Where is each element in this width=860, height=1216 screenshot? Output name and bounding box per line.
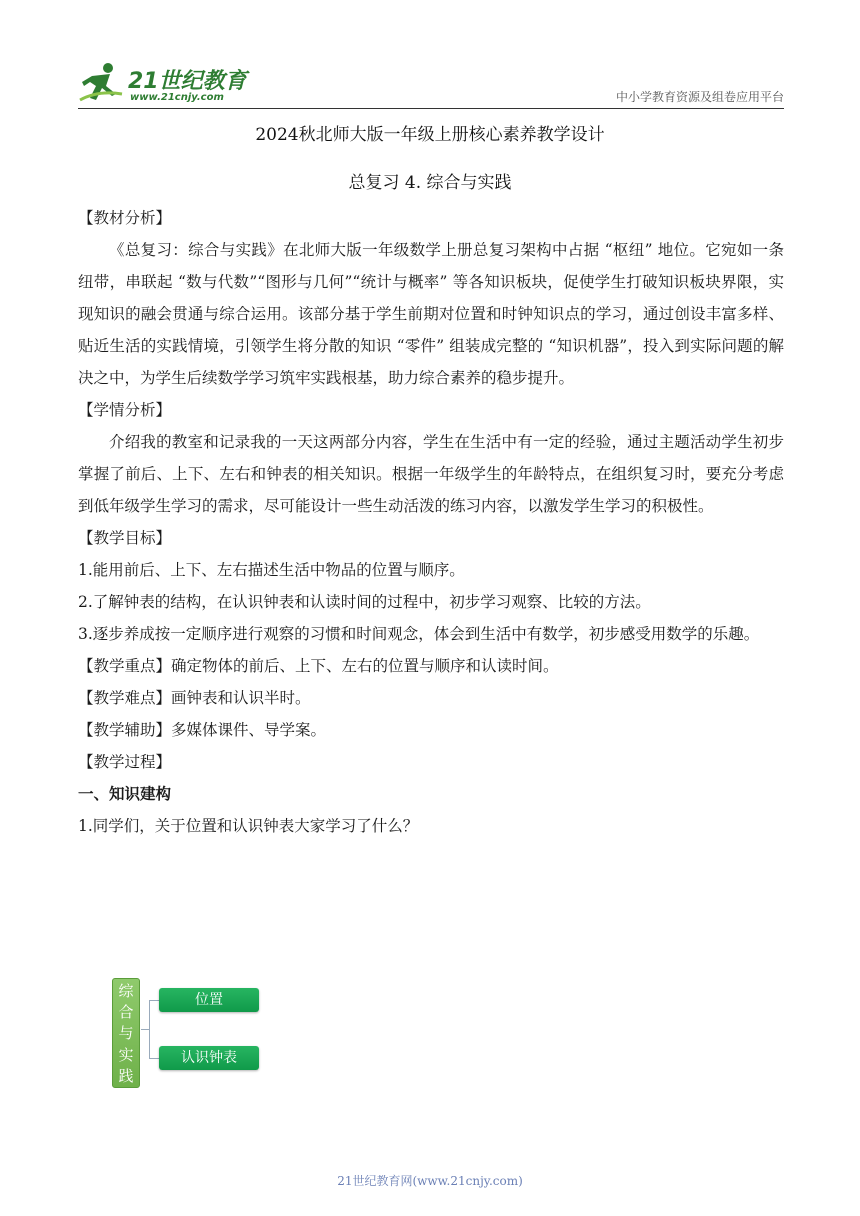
root-char: 实 [118,1045,134,1064]
teaching-goals-label: 【教学目标】 [78,529,172,547]
goal-item: 1.能用前后、上下、左右描述生活中物品的位置与顺序。 [78,561,465,579]
connector-line [149,1000,159,1001]
part1-heading: 一、知识建构 [78,784,172,803]
learner-analysis-text: 介绍我的教室和记录我的一天这两部分内容，学生在生活中有一定的经验，通过主题活动学生初步掌握了前后、上下、左右和钟表的相关知识。根据一年级学生的年龄特点，在组织复习时，要充分考虑到低年级学生学习的需求，尽可能设计一些生动活泼的练习内容，以激发学生学习的积极性。 [78,433,784,515]
root-char: 合 [118,1003,134,1022]
teaching-key-row [78,650,784,682]
teaching-aids-label: 【教学辅助】 [78,721,172,739]
runner-logo-icon [78,60,128,104]
header-tagline: 中小学教育资源及组卷应用平台 [615,90,784,104]
diagram-node-clock: 认识钟表 [159,1046,259,1070]
teaching-key-label: 【教学重点】 [78,657,172,675]
logo-text: 21世纪教育 [128,69,247,94]
document-body [78,202,784,842]
goal-item: 2.了解钟表的结构，在认识钟表和认读时间的过程中，初步学习观察、比较的方法。 [78,593,651,611]
goal-item: 3.逐步养成按一定顺序进行观察的习惯和时间观念，体会到生活中有数学，初步感受用数学的乐趣。 [78,625,760,643]
teaching-aids-row [78,714,784,746]
document-subtitle: 总复习 4. 综合与实践 [348,173,512,193]
logo-url: www.21cnjy.com [130,92,224,103]
connector-line [149,1058,159,1059]
teaching-key-text: 确定物体的前后、上下、左右的位置与顺序和认读时间。 [171,657,559,675]
logo [78,60,248,108]
root-char: 与 [118,1024,134,1043]
material-analysis-label: 【教材分析】 [78,209,172,227]
knowledge-diagram [112,978,262,1090]
page-footer: 21世纪教育网(www.21cnjy.com) [337,1174,523,1188]
question-1: 1.同学们，关于位置和认识钟表大家学习了什么？ [78,817,419,835]
root-char: 综 [118,982,134,1000]
diagram-node-position: 位置 [159,988,259,1012]
teaching-difficulty-row [78,682,784,714]
connector-line [149,1000,150,1058]
header-divider [78,108,784,109]
diagram-root-box [112,978,140,1088]
teaching-difficulty-text: 画钟表和认识半时。 [171,689,311,707]
teaching-aids-text: 多媒体课件、导学案。 [171,721,327,739]
learner-analysis-label: 【学情分析】 [78,401,172,419]
document-title: 2024秋北师大版一年级上册核心素养教学设计 [255,125,605,145]
page-header [78,58,784,110]
material-analysis-text: 《总复习：综合与实践》在北师大版一年级数学上册总复习架构中占据 “枢纽” 地位。它宛如一条纽带，串联起 “数与代数”“图形与几何”“统计与概率” 等各知识板块，促使学生打破知识板块界限，实现知识的融会贯通与综合运用。该部分基于学生前期对位置和时钟知识点的学习，通过创设丰富多样、贴近生活的实践情境，引领学生将分散的知识 “零件” 组装成完整的 “知识机器”，投入到实际问题的解决之中，为学生后续数学学习筑牢实践根基，助力综合素养的稳步提升。 [78,241,784,387]
teaching-difficulty-label: 【教学难点】 [78,689,172,707]
teaching-process-label: 【教学过程】 [78,753,172,771]
root-char: 践 [118,1066,134,1085]
